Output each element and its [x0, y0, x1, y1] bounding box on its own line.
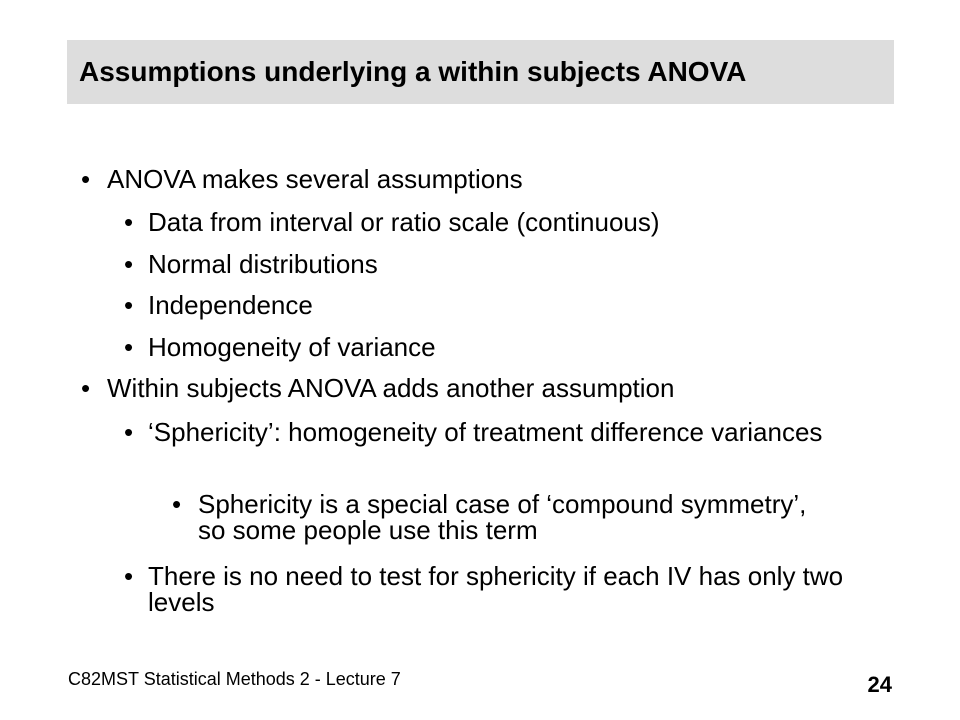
bullet-item — [124, 332, 868, 362]
page-number: 24 — [867, 672, 892, 697]
footer-course-label: C82MST Statistical Methods 2 - Lecture 7 — [68, 669, 401, 689]
bullet-item — [124, 417, 848, 447]
bullet-text: Homogeneity of variance — [148, 332, 436, 362]
slide-title: Assumptions underlying a within subjects ANOVA — [79, 56, 747, 87]
bullet-text: Independence — [148, 290, 313, 320]
bullet-marker: • — [81, 164, 91, 194]
bullet-marker: • — [81, 373, 91, 403]
bullet-marker: • — [172, 489, 182, 519]
bullet-item — [81, 164, 867, 194]
bullet-item — [124, 290, 868, 320]
bullet-item — [124, 249, 868, 279]
bullet-text: Sphericity is a special case of ‘compound symmetry’, so some people use this term — [198, 489, 807, 545]
bullet-marker: • — [124, 561, 134, 591]
bullet-text: ANOVA makes several assumptions — [107, 164, 523, 194]
bullet-item — [124, 207, 868, 237]
bullet-item — [172, 489, 838, 545]
bullet-text: ‘Sphericity’: homogeneity of treatment difference variances — [148, 417, 823, 447]
bullet-text: Within subjects ANOVA adds another assumption — [107, 373, 675, 403]
bullet-item — [124, 561, 878, 617]
bullet-marker: • — [124, 290, 134, 320]
bullet-marker: • — [124, 207, 134, 237]
bullet-text: Data from interval or ratio scale (continuous) — [148, 207, 660, 237]
bullet-text: There is no need to test for sphericity if each IV has only two levels — [148, 561, 844, 617]
bullet-item — [81, 373, 867, 403]
bullet-marker: • — [124, 417, 134, 447]
bullet-text: Normal distributions — [148, 249, 378, 279]
bullet-marker: • — [124, 332, 134, 362]
bullet-marker: • — [124, 249, 134, 279]
